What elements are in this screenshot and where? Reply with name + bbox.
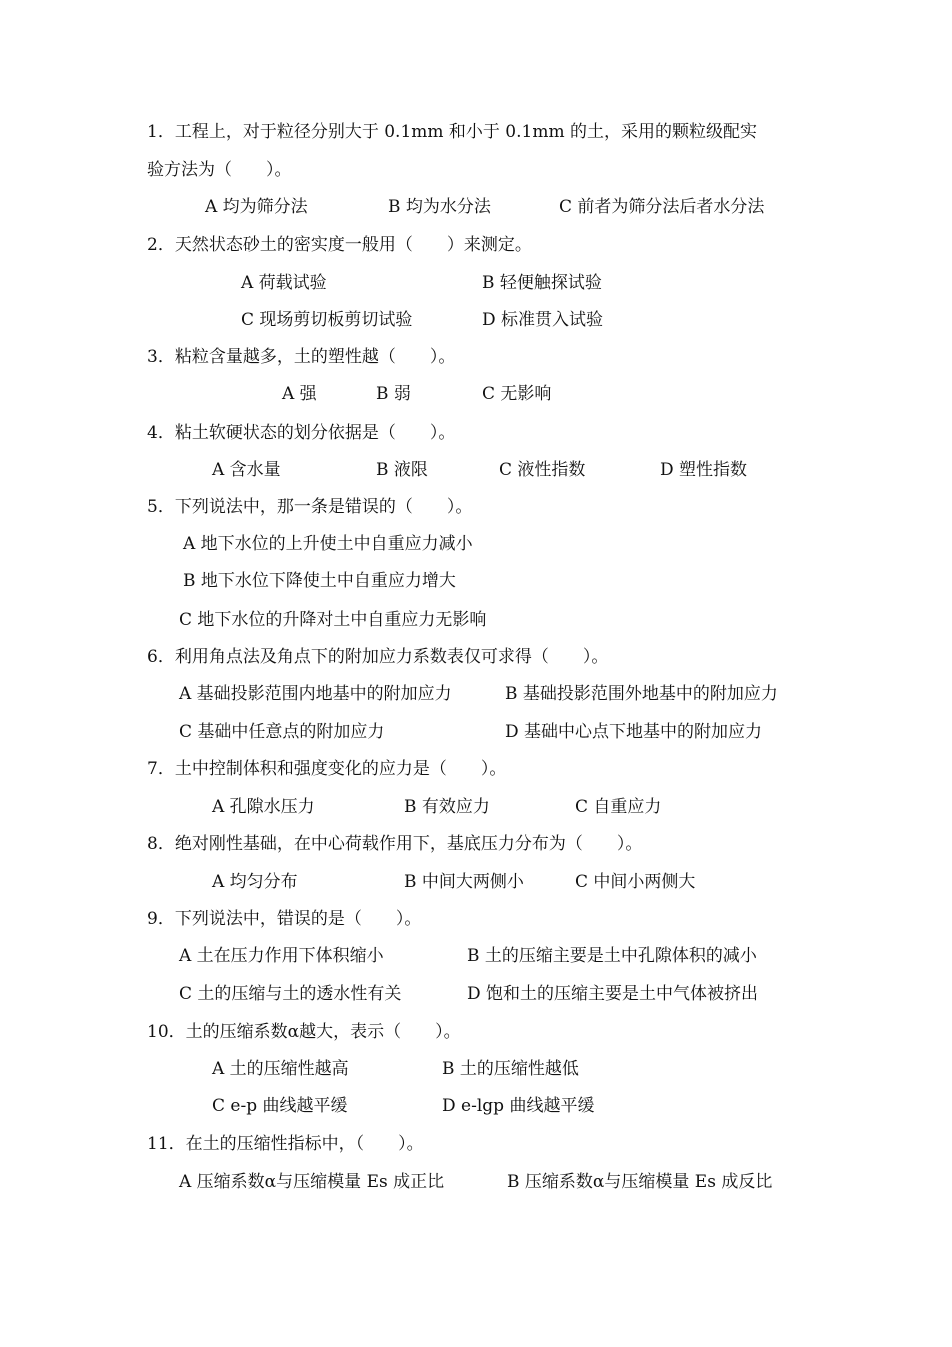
- question-4-option-b: B 液限: [376, 460, 428, 480]
- question-6-option-a: A 基础投影范围内地基中的附加应力: [179, 684, 452, 704]
- question-3-option-a: A 强: [282, 384, 317, 404]
- question-10-stem: 10．土的压缩系数α越大，表示（ ）。: [147, 1022, 461, 1042]
- question-7-option-a: A 孔隙水压力: [212, 797, 315, 817]
- question-1-option-a: A 均为筛分法: [205, 197, 308, 217]
- question-7-option-b: B 有效应力: [404, 797, 490, 817]
- question-5-option-c: C 地下水位的升降对土中自重应力无影响: [179, 610, 487, 630]
- question-3-option-c: C 无影响: [482, 384, 552, 404]
- question-6-option-d: D 基础中心点下地基中的附加应力: [505, 722, 763, 742]
- question-9-stem: 9．下列说法中，错误的是（ ）。: [147, 909, 422, 929]
- question-5-option-a: A 地下水位的上升使土中自重应力减小: [183, 534, 473, 554]
- question-5-option-b: B 地下水位下降使土中自重应力增大: [183, 571, 456, 591]
- question-4-option-d: D 塑性指数: [660, 460, 748, 480]
- question-2-option-a: A 荷载试验: [241, 273, 327, 293]
- question-8-option-a: A 均匀分布: [212, 872, 298, 892]
- question-11-option-a: A 压缩系数α与压缩模量 Es 成正比: [179, 1172, 445, 1192]
- question-2-stem: 2．天然状态砂土的密实度一般用（ ）来测定。: [147, 235, 532, 255]
- question-4-stem: 4．粘土软硬状态的划分依据是（ ）。: [147, 423, 456, 443]
- question-4-option-c: C 液性指数: [499, 460, 586, 480]
- question-4-option-a: A 含水量: [212, 460, 281, 480]
- question-9-option-c: C 土的压缩与土的透水性有关: [179, 984, 402, 1004]
- question-10-option-c: C e-p 曲线越平缓: [212, 1096, 348, 1116]
- question-6-option-c: C 基础中任意点的附加应力: [179, 722, 385, 742]
- question-10-option-a: A 土的压缩性越高: [212, 1059, 349, 1079]
- question-2-option-b: B 轻便触探试验: [482, 273, 602, 293]
- question-8-stem: 8．绝对刚性基础，在中心荷载作用下，基底压力分布为（ ）。: [147, 834, 643, 854]
- question-1-stem-line-2: 验方法为（ ）。: [147, 160, 292, 180]
- question-8-option-b: B 中间大两侧小: [404, 872, 524, 892]
- question-10-option-b: B 土的压缩性越低: [442, 1059, 579, 1079]
- question-10-option-d: D e-lgp 曲线越平缓: [442, 1096, 595, 1116]
- question-3-option-b: B 弱: [376, 384, 411, 404]
- question-9-option-a: A 土在压力作用下体积缩小: [179, 946, 384, 966]
- question-9-option-d: D 饱和土的压缩主要是土中气体被挤出: [467, 984, 759, 1004]
- question-7-option-c: C 自重应力: [575, 797, 662, 817]
- question-8-option-c: C 中间小两侧大: [575, 872, 696, 892]
- question-9-option-b: B 土的压缩主要是土中孔隙体积的减小: [467, 946, 757, 966]
- question-6-option-b: B 基础投影范围外地基中的附加应力: [505, 684, 778, 704]
- question-1-option-b: B 均为水分法: [388, 197, 491, 217]
- question-5-stem: 5．下列说法中，那一条是错误的（ ）。: [147, 497, 473, 517]
- question-7-stem: 7．土中控制体积和强度变化的应力是（ ）。: [147, 759, 507, 779]
- question-6-stem: 6．利用角点法及角点下的附加应力系数表仅可求得（ ）。: [147, 647, 609, 667]
- question-1-stem-line-1: 1．工程上，对于粒径分别大于 0.1mm 和小于 0.1mm 的土，采用的颗粒级配实: [147, 122, 757, 142]
- question-3-stem: 3．粘粒含量越多，土的塑性越（ ）。: [147, 347, 456, 367]
- question-11-option-b: B 压缩系数α与压缩模量 Es 成反比: [507, 1172, 773, 1192]
- question-11-stem: 11．在土的压缩性指标中，（ ）。: [147, 1134, 424, 1154]
- question-1-option-c: C 前者为筛分法后者水分法: [559, 197, 765, 217]
- question-2-option-c: C 现场剪切板剪切试验: [241, 310, 413, 330]
- question-2-option-d: D 标准贯入试验: [482, 310, 604, 330]
